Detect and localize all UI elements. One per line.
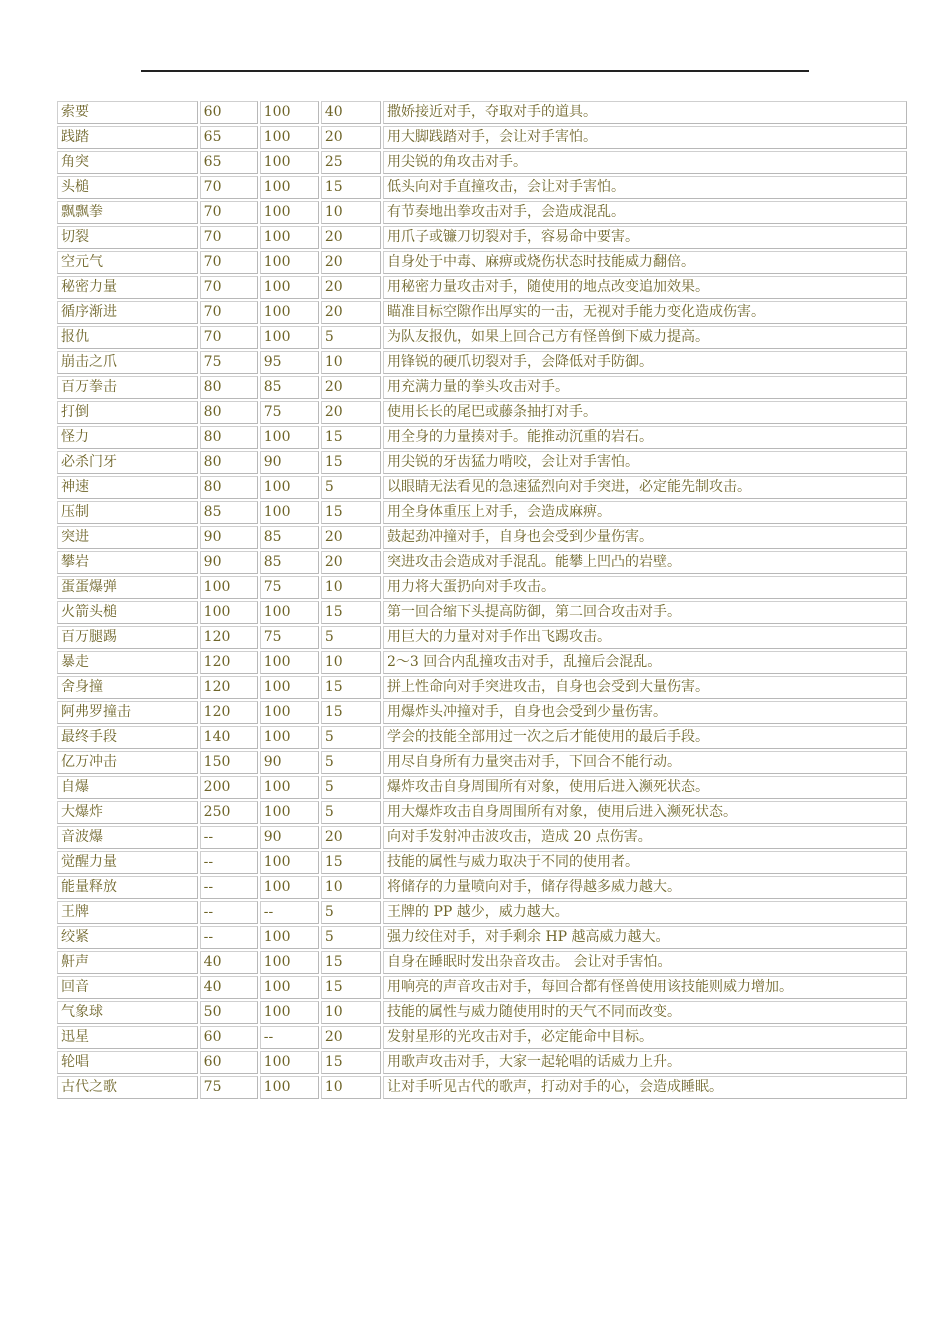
move-pp-cell: 20: [321, 126, 381, 149]
move-pp-cell: 20: [321, 826, 381, 849]
move-description-cell: 技能的属性与威力取决于不同的使用者。: [383, 851, 907, 874]
move-power-cell: 200: [200, 776, 258, 799]
move-accuracy-cell: 100: [260, 726, 319, 749]
move-name-cell: 百万腿踢: [57, 626, 198, 649]
move-power-cell: 100: [200, 576, 258, 599]
move-pp-cell: 10: [321, 351, 381, 374]
move-name-cell: 自爆: [57, 776, 198, 799]
move-accuracy-cell: 100: [260, 1051, 319, 1074]
move-power-cell: 70: [200, 301, 258, 324]
move-power-cell: 80: [200, 426, 258, 449]
move-accuracy-cell: 90: [260, 751, 319, 774]
move-name-cell: 轮唱: [57, 1051, 198, 1074]
move-power-cell: 40: [200, 951, 258, 974]
move-description-cell: 用大爆炸攻击自身周围所有对象，使用后进入濒死状态。: [383, 801, 907, 824]
move-accuracy-cell: 100: [260, 851, 319, 874]
move-power-cell: 60: [200, 1026, 258, 1049]
move-power-cell: 70: [200, 226, 258, 249]
move-name-cell: 火箭头槌: [57, 601, 198, 624]
move-description-cell: 将储存的力量喷向对手，储存得越多威力越大。: [383, 876, 907, 899]
header-rule: [141, 70, 809, 72]
table-row: [57, 1051, 907, 1074]
move-name-cell: 必杀门牙: [57, 451, 198, 474]
move-accuracy-cell: 75: [260, 626, 319, 649]
move-description-cell: 以眼睛无法看见的急速猛烈向对手突进，必定能先制攻击。: [383, 476, 907, 499]
move-accuracy-cell: 85: [260, 526, 319, 549]
move-name-cell: 打倒: [57, 401, 198, 424]
move-pp-cell: 15: [321, 1051, 381, 1074]
move-accuracy-cell: 95: [260, 351, 319, 374]
move-accuracy-cell: 100: [260, 1076, 319, 1099]
move-name-cell: 亿万冲击: [57, 751, 198, 774]
move-accuracy-cell: --: [260, 901, 319, 924]
move-power-cell: 100: [200, 601, 258, 624]
move-power-cell: 70: [200, 201, 258, 224]
table-row: [57, 701, 907, 724]
table-row: [57, 626, 907, 649]
move-pp-cell: 20: [321, 276, 381, 299]
move-description-cell: 用尖锐的牙齿猛力啃咬，会让对手害怕。: [383, 451, 907, 474]
move-name-cell: 回音: [57, 976, 198, 999]
move-name-cell: 秘密力量: [57, 276, 198, 299]
move-description-cell: 使用长长的尾巴或藤条抽打对手。: [383, 401, 907, 424]
move-pp-cell: 40: [321, 101, 381, 124]
move-pp-cell: 20: [321, 301, 381, 324]
move-accuracy-cell: 100: [260, 976, 319, 999]
move-name-cell: 报仇: [57, 326, 198, 349]
move-description-cell: 2～3 回合内乱撞攻击对手，乱撞后会混乱。: [383, 651, 907, 674]
table-row: [57, 226, 907, 249]
move-name-cell: 百万拳击: [57, 376, 198, 399]
move-name-cell: 崩击之爪: [57, 351, 198, 374]
move-power-cell: 75: [200, 351, 258, 374]
move-pp-cell: 5: [321, 926, 381, 949]
move-accuracy-cell: 100: [260, 226, 319, 249]
move-pp-cell: 15: [321, 601, 381, 624]
table-row: [57, 926, 907, 949]
move-accuracy-cell: 100: [260, 126, 319, 149]
table-row: [57, 976, 907, 999]
move-power-cell: 60: [200, 101, 258, 124]
move-name-cell: 空元气: [57, 251, 198, 274]
move-description-cell: 有节奏地出拳攻击对手，会造成混乱。: [383, 201, 907, 224]
moves-table-body: [57, 101, 907, 1099]
table-row: [57, 526, 907, 549]
move-power-cell: 120: [200, 651, 258, 674]
move-description-cell: 用秘密力量攻击对手，随使用的地点改变追加效果。: [383, 276, 907, 299]
move-name-cell: 阿弗罗撞击: [57, 701, 198, 724]
move-description-cell: 用巨大的力量对对手作出飞踢攻击。: [383, 626, 907, 649]
move-description-cell: 突进攻击会造成对手混乱。能攀上凹凸的岩壁。: [383, 551, 907, 574]
move-description-cell: 发射星形的光攻击对手，必定能命中目标。: [383, 1026, 907, 1049]
move-name-cell: 索要: [57, 101, 198, 124]
move-pp-cell: 5: [321, 776, 381, 799]
move-power-cell: --: [200, 901, 258, 924]
table-row: [57, 651, 907, 674]
move-name-cell: 王牌: [57, 901, 198, 924]
move-accuracy-cell: 100: [260, 326, 319, 349]
move-power-cell: --: [200, 826, 258, 849]
table-row: [57, 176, 907, 199]
move-name-cell: 怪力: [57, 426, 198, 449]
move-name-cell: 循序渐进: [57, 301, 198, 324]
move-name-cell: 蛋蛋爆弹: [57, 576, 198, 599]
move-accuracy-cell: 75: [260, 401, 319, 424]
move-pp-cell: 20: [321, 401, 381, 424]
move-power-cell: 90: [200, 526, 258, 549]
table-row: [57, 301, 907, 324]
table-row: [57, 801, 907, 824]
move-power-cell: 250: [200, 801, 258, 824]
table-row: [57, 326, 907, 349]
move-pp-cell: 5: [321, 726, 381, 749]
move-description-cell: 用歌声攻击对手，大家一起轮唱的话威力上升。: [383, 1051, 907, 1074]
move-name-cell: 攀岩: [57, 551, 198, 574]
table-row: [57, 1076, 907, 1099]
move-power-cell: 65: [200, 151, 258, 174]
move-accuracy-cell: 100: [260, 1001, 319, 1024]
move-pp-cell: 15: [321, 176, 381, 199]
move-name-cell: 舍身撞: [57, 676, 198, 699]
move-pp-cell: 15: [321, 701, 381, 724]
table-row: [57, 676, 907, 699]
move-description-cell: 用尖锐的角攻击对手。: [383, 151, 907, 174]
move-accuracy-cell: 85: [260, 376, 319, 399]
move-pp-cell: 15: [321, 501, 381, 524]
move-power-cell: 120: [200, 701, 258, 724]
table-row: [57, 576, 907, 599]
table-row: [57, 551, 907, 574]
move-name-cell: 迅星: [57, 1026, 198, 1049]
move-power-cell: 85: [200, 501, 258, 524]
move-power-cell: 140: [200, 726, 258, 749]
move-pp-cell: 15: [321, 451, 381, 474]
move-name-cell: 鼾声: [57, 951, 198, 974]
table-row: [57, 851, 907, 874]
move-pp-cell: 10: [321, 876, 381, 899]
move-pp-cell: 10: [321, 1076, 381, 1099]
move-name-cell: 飘飘拳: [57, 201, 198, 224]
move-pp-cell: 20: [321, 251, 381, 274]
move-accuracy-cell: 100: [260, 251, 319, 274]
table-row: [57, 1026, 907, 1049]
move-power-cell: 65: [200, 126, 258, 149]
move-power-cell: 120: [200, 676, 258, 699]
move-pp-cell: 20: [321, 526, 381, 549]
table-row: [57, 251, 907, 274]
move-power-cell: --: [200, 926, 258, 949]
move-accuracy-cell: 100: [260, 151, 319, 174]
table-row: [57, 151, 907, 174]
table-row: [57, 951, 907, 974]
move-power-cell: 90: [200, 551, 258, 574]
move-description-cell: 用大脚践踏对手，会让对手害怕。: [383, 126, 907, 149]
move-accuracy-cell: 100: [260, 951, 319, 974]
table-row: [57, 826, 907, 849]
move-name-cell: 切裂: [57, 226, 198, 249]
move-pp-cell: 10: [321, 576, 381, 599]
move-description-cell: 瞄准目标空隙作出厚实的一击，无视对手能力变化造成伤害。: [383, 301, 907, 324]
move-description-cell: 用全身体重压上对手，会造成麻痹。: [383, 501, 907, 524]
move-description-cell: 用力将大蛋扔向对手攻击。: [383, 576, 907, 599]
move-description-cell: 拼上性命向对手突进攻击，自身也会受到大量伤害。: [383, 676, 907, 699]
move-pp-cell: 5: [321, 326, 381, 349]
move-description-cell: 自身在睡眠时发出杂音攻击。 会让对手害怕。: [383, 951, 907, 974]
move-power-cell: 70: [200, 176, 258, 199]
table-row: [57, 276, 907, 299]
move-description-cell: 用爪子或镰刀切裂对手，容易命中要害。: [383, 226, 907, 249]
move-description-cell: 技能的属性与威力随使用时的天气不同而改变。: [383, 1001, 907, 1024]
move-pp-cell: 10: [321, 1001, 381, 1024]
move-name-cell: 最终手段: [57, 726, 198, 749]
move-accuracy-cell: 100: [260, 201, 319, 224]
table-row: [57, 401, 907, 424]
table-row: [57, 901, 907, 924]
move-power-cell: 40: [200, 976, 258, 999]
move-name-cell: 大爆炸: [57, 801, 198, 824]
moves-table: [55, 99, 909, 1101]
move-accuracy-cell: 85: [260, 551, 319, 574]
table-row: [57, 476, 907, 499]
move-power-cell: 150: [200, 751, 258, 774]
move-power-cell: 50: [200, 1001, 258, 1024]
move-power-cell: 60: [200, 1051, 258, 1074]
table-row: [57, 451, 907, 474]
move-name-cell: 觉醒力量: [57, 851, 198, 874]
move-name-cell: 压制: [57, 501, 198, 524]
table-row: [57, 351, 907, 374]
move-accuracy-cell: 100: [260, 301, 319, 324]
move-name-cell: 暴走: [57, 651, 198, 674]
move-accuracy-cell: 100: [260, 476, 319, 499]
move-description-cell: 用响亮的声音攻击对手，每回合都有怪兽使用该技能则威力增加。: [383, 976, 907, 999]
move-power-cell: 70: [200, 276, 258, 299]
table-row: [57, 1001, 907, 1024]
table-row: [57, 601, 907, 624]
move-description-cell: 低头向对手直撞攻击，会让对手害怕。: [383, 176, 907, 199]
move-accuracy-cell: 100: [260, 776, 319, 799]
move-pp-cell: 5: [321, 801, 381, 824]
move-accuracy-cell: 100: [260, 926, 319, 949]
move-description-cell: 第一回合缩下头提高防御，第二回合攻击对手。: [383, 601, 907, 624]
table-row: [57, 426, 907, 449]
move-name-cell: 突进: [57, 526, 198, 549]
move-pp-cell: 15: [321, 426, 381, 449]
move-description-cell: 王牌的 PP 越少，威力越大。: [383, 901, 907, 924]
move-accuracy-cell: 90: [260, 826, 319, 849]
move-description-cell: 用充满力量的拳头攻击对手。: [383, 376, 907, 399]
move-name-cell: 践踏: [57, 126, 198, 149]
move-description-cell: 学会的技能全部用过一次之后才能使用的最后手段。: [383, 726, 907, 749]
move-name-cell: 音波爆: [57, 826, 198, 849]
move-pp-cell: 10: [321, 201, 381, 224]
move-description-cell: 撒娇接近对手，夺取对手的道具。: [383, 101, 907, 124]
move-pp-cell: 25: [321, 151, 381, 174]
table-row: [57, 376, 907, 399]
move-name-cell: 神速: [57, 476, 198, 499]
move-accuracy-cell: 100: [260, 801, 319, 824]
move-accuracy-cell: 100: [260, 676, 319, 699]
move-accuracy-cell: 100: [260, 426, 319, 449]
move-description-cell: 自身处于中毒、麻痹或烧伤状态时技能威力翻倍。: [383, 251, 907, 274]
move-power-cell: 70: [200, 251, 258, 274]
move-pp-cell: 5: [321, 476, 381, 499]
move-description-cell: 用尽自身所有力量突击对手，下回合不能行动。: [383, 751, 907, 774]
table-row: [57, 101, 907, 124]
move-pp-cell: 15: [321, 976, 381, 999]
move-name-cell: 绞紧: [57, 926, 198, 949]
move-name-cell: 头槌: [57, 176, 198, 199]
table-row: [57, 876, 907, 899]
move-description-cell: 用爆炸头冲撞对手，自身也会受到少量伤害。: [383, 701, 907, 724]
table-row: [57, 201, 907, 224]
move-accuracy-cell: 100: [260, 601, 319, 624]
move-description-cell: 为队友报仇，如果上回合己方有怪兽倒下威力提高。: [383, 326, 907, 349]
move-pp-cell: 10: [321, 651, 381, 674]
move-accuracy-cell: 90: [260, 451, 319, 474]
move-pp-cell: 5: [321, 901, 381, 924]
table-row: [57, 501, 907, 524]
move-accuracy-cell: 100: [260, 651, 319, 674]
move-pp-cell: 20: [321, 376, 381, 399]
move-accuracy-cell: 100: [260, 101, 319, 124]
move-power-cell: 70: [200, 326, 258, 349]
move-pp-cell: 20: [321, 551, 381, 574]
move-accuracy-cell: 75: [260, 576, 319, 599]
move-description-cell: 用全身的力量揍对手。能推动沉重的岩石。: [383, 426, 907, 449]
move-power-cell: 80: [200, 451, 258, 474]
move-accuracy-cell: --: [260, 1026, 319, 1049]
table-row: [57, 726, 907, 749]
move-description-cell: 鼓起劲冲撞对手，自身也会受到少量伤害。: [383, 526, 907, 549]
move-power-cell: --: [200, 876, 258, 899]
move-name-cell: 角突: [57, 151, 198, 174]
move-pp-cell: 20: [321, 1026, 381, 1049]
move-power-cell: 80: [200, 376, 258, 399]
move-description-cell: 强力绞住对手，对手剩余 HP 越高威力越大。: [383, 926, 907, 949]
move-power-cell: 75: [200, 1076, 258, 1099]
move-accuracy-cell: 100: [260, 176, 319, 199]
move-pp-cell: 15: [321, 951, 381, 974]
move-accuracy-cell: 100: [260, 876, 319, 899]
move-accuracy-cell: 100: [260, 501, 319, 524]
move-pp-cell: 5: [321, 626, 381, 649]
table-row: [57, 751, 907, 774]
move-pp-cell: 15: [321, 676, 381, 699]
move-description-cell: 让对手听见古代的歌声，打动对手的心，会造成睡眠。: [383, 1076, 907, 1099]
move-accuracy-cell: 100: [260, 701, 319, 724]
move-pp-cell: 5: [321, 751, 381, 774]
table-row: [57, 776, 907, 799]
move-power-cell: --: [200, 851, 258, 874]
move-description-cell: 向对手发射冲击波攻击，造成 20 点伤害。: [383, 826, 907, 849]
move-name-cell: 气象球: [57, 1001, 198, 1024]
move-pp-cell: 20: [321, 226, 381, 249]
move-description-cell: 爆炸攻击自身周围所有对象，使用后进入濒死状态。: [383, 776, 907, 799]
move-description-cell: 用锋锐的硬爪切裂对手，会降低对手防御。: [383, 351, 907, 374]
move-name-cell: 能量释放: [57, 876, 198, 899]
table-row: [57, 126, 907, 149]
move-name-cell: 古代之歌: [57, 1076, 198, 1099]
move-power-cell: 80: [200, 401, 258, 424]
move-power-cell: 120: [200, 626, 258, 649]
move-accuracy-cell: 100: [260, 276, 319, 299]
move-power-cell: 80: [200, 476, 258, 499]
move-pp-cell: 15: [321, 851, 381, 874]
